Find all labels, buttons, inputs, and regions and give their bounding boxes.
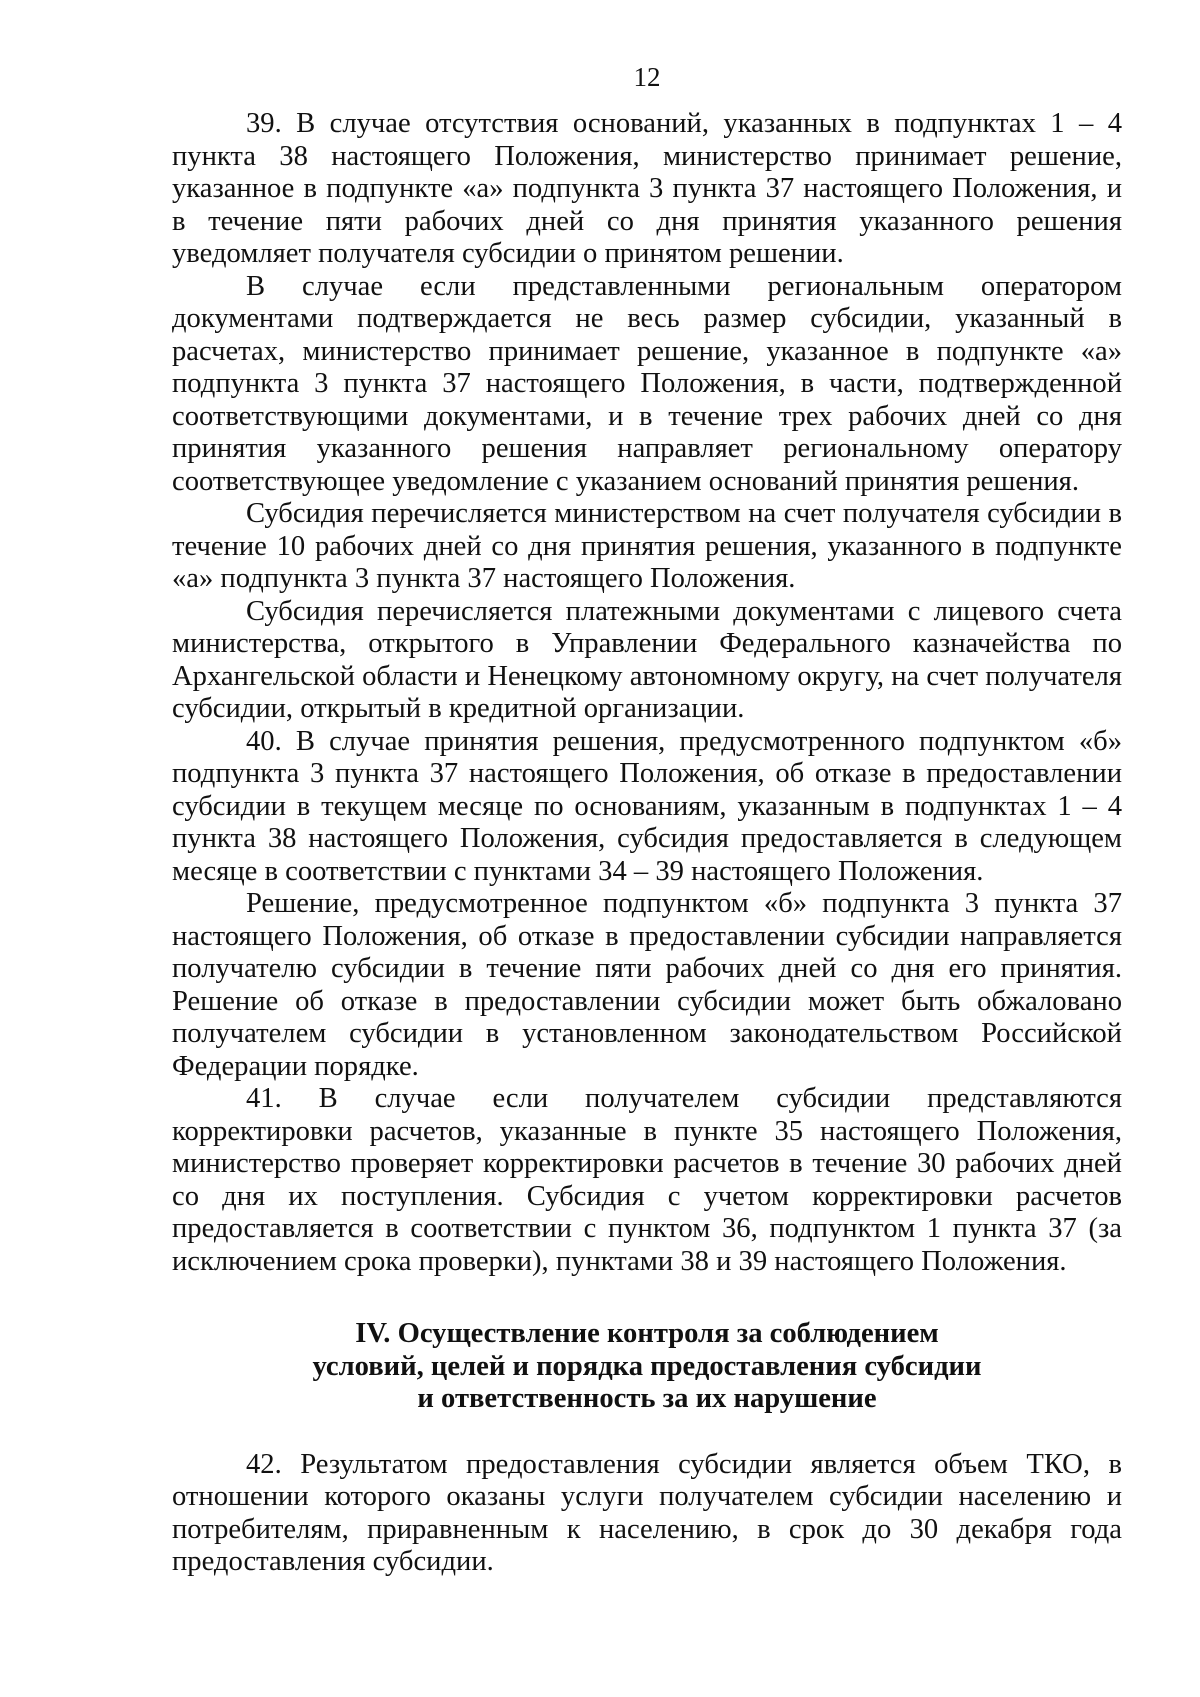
section-heading-line-1: IV. Осуществление контроля за соблюдением bbox=[355, 1318, 939, 1349]
paragraph-39: 39. В случае отсутствия оснований, указанных в подпунктах 1 – 4 пункта 38 настоящего Положения, министерство принимает решение, указанное в подпункте «а» подпункта 3 пункта 37 настоящего Положения, и в течение пяти рабочих дней со дня принятия указанного решения уведомляет получателя субсидии о принятом решении. bbox=[172, 108, 1122, 269]
paragraph-39-part-3: Субсидия перечисляется министерством на счет получателя субсидии в течение 10 рабочих дней со дня принятия решения, указанного в подпункте «а» подпункта 3 пункта 37 настоящего Положения. bbox=[172, 498, 1122, 594]
section-heading-line-3: и ответственность за их нарушение bbox=[417, 1383, 877, 1414]
section-heading-line-2: условий, целей и порядка предоставления субсидии bbox=[312, 1350, 982, 1382]
page-number: 12 bbox=[633, 62, 661, 92]
paragraph-40: 40. В случае принятия решения, предусмотренного подпунктом «б» подпункта 3 пункта 37 настоящего Положения, об отказе в предоставлении субсидии в текущем месяце по основаниям, указанным в подпунктах 1 – 4 пункта 38 настоящего Положения, субсидия предоставляется в следующем месяце в соответствии с пунктами 34 – 39 настоящего Положения. bbox=[172, 725, 1122, 887]
paragraph-41: 41. В случае если получателем субсидии представляются корректировки расчетов, указанные в пункте 35 настоящего Положения, министерство проверяет корректировки расчетов в течение 30 рабочих дней со дня их поступления. Субсидия с учетом корректировки расчетов предоставляется в соответствии с пунктом 36, подпунктом 1 пункта 37 (за исключением срока проверки), пунктами 38 и 39 настоящего Положения. bbox=[172, 1083, 1122, 1277]
document-page bbox=[172, 62, 1122, 1579]
paragraph-39-part-4: Субсидия перечисляется платежными документами с лицевого счета министерства, открытого в Управлении Федерального казначейства по Архангельской области и Ненецкому автономному округу, на счет получателя субсидии, открытый в кредитной организации. bbox=[172, 595, 1122, 724]
paragraph-39-part-2: В случае если представленными региональным оператором документами подтверждается не весь размер субсидии, указанный в расчетах, министерство принимает решение, указанное в подпункте «а» подпункта 3 пункта 37 настоящего Положения, в части, подтвержденной соответствующими документами, и в течение трех рабочих дней со дня принятия указанного решения направляет региональному оператору соответствующее уведомление с указанием оснований принятия решения. bbox=[172, 270, 1122, 497]
paragraph-42: 42. Результатом предоставления субсидии является объем ТКО, в отношении которого оказаны услуги получателем субсидии населению и потребителям, приравненным к населению, в срок до 30 декабря года предоставления субсидии. bbox=[172, 1448, 1122, 1577]
paragraph-40-part-2: Решение, предусмотренное подпунктом «б» подпункта 3 пункта 37 настоящего Положения, об отказе в предоставлении субсидии направляется получателю субсидии в течение пяти рабочих дней со дня его принятия. Решение об отказе в предоставлении субсидии может быть обжаловано получателем субсидии в установленном законодательством Российской Федерации порядке. bbox=[172, 888, 1122, 1082]
section-heading bbox=[172, 1318, 1122, 1416]
